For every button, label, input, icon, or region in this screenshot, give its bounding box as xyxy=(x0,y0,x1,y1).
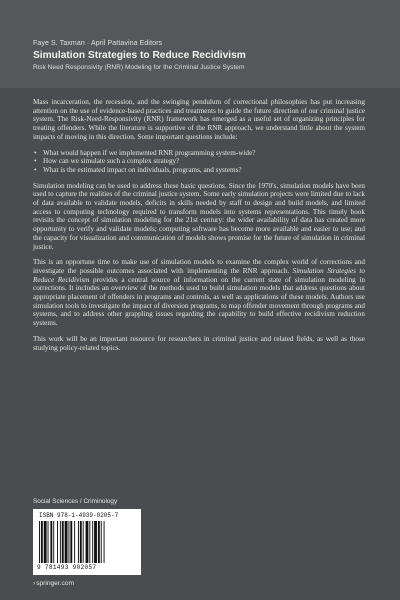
barcode-bar xyxy=(78,521,79,563)
book-title: Simulation Strategies to Reduce Recidivism xyxy=(33,50,246,61)
blurb-paragraph-2: Simulation modeling can be used to address these basic questions. Since the 1970's, simulation models have been used to capture the realities of the criminal justice system. Some early simulation projects were limited due to lack of data available to validate models, deficits in skills needed by staff to design and build models, and limited access to computing technology required to transform models into systems representations. This timely book revisits the concept of simulation modeling for the 21st century: the wider availability of data has created more opportunity to verify and validate models; computing software has become more available and easier to use; and the capacity for visualization and communication of models shows promise for the future of simulation in criminal justice. xyxy=(33,181,365,251)
blurb xyxy=(33,98,365,359)
barcode-bar xyxy=(94,521,97,563)
barcode-bar xyxy=(80,521,82,563)
barcode-bar xyxy=(70,521,72,563)
barcode-bar xyxy=(98,521,100,563)
barcode-bar xyxy=(89,521,90,563)
blurb-paragraph-3-start: This is an opportune time to make use of simulation models to examine the complex world of corrections and investigate the possible outcomes associated with implementing the RNR approach. xyxy=(33,258,365,275)
barcode-bar xyxy=(44,521,47,563)
barcode-bar xyxy=(48,521,49,563)
editors-line: Faye S. Taxman · April Pattavina Editors xyxy=(33,40,163,47)
barcode-bar xyxy=(68,521,69,563)
barcode-bar xyxy=(41,521,43,563)
book-title-italic: Simulation Strategies to Reduce Recidivism xyxy=(33,266,366,284)
subject-category: Social Sciences / Criminology xyxy=(33,498,118,505)
barcode-digits: 9 781493 902057 xyxy=(37,564,97,571)
isbn-number: ISBN 978-1-4939-0205-7 xyxy=(39,512,119,519)
barcode-bar xyxy=(86,521,89,563)
barcode-bar xyxy=(104,521,105,563)
question-list xyxy=(33,149,365,175)
publisher-link[interactable] xyxy=(33,580,74,587)
isbn-barcode xyxy=(33,509,141,575)
question-item: • What would happen if we implemented RNR programming system-wide? xyxy=(43,149,365,158)
blurb-paragraph-3-end: provides a central source of information on the current state of simulation modeling in corrections. It includes an overview of the methods used to build simulation models that address questions about appropriate placement of offenders in programs and controls, as well as applications of these models. Authors use simulation tools to investigate the impact of diversion programs, to map offender movement through programs and systems, and to address other grappling issues regarding the capability to build effective recidivism reduction systems. xyxy=(33,275,365,328)
barcode-bar xyxy=(74,521,75,563)
barcode-bar xyxy=(39,521,40,563)
barcode-bar xyxy=(50,521,52,563)
question-item: • How can we simulate such a complex strategy? xyxy=(43,157,365,166)
book-subtitle: Risk Need Responsivity (RNR) Modeling for the Criminal Justice System xyxy=(33,64,245,71)
barcode-bar xyxy=(101,521,102,563)
barcode-bars xyxy=(39,521,135,563)
barcode-bar xyxy=(62,521,64,563)
blurb-paragraph-1: Mass incarceration, the recession, and the swinging pendulum of correctional philosophies has put increasing attention on the use of evidence-based practices and treatments to guide the future direction of our criminal justice system. The Risk-Need-Responsivity (RNR) framework has emerged as a useful set of organizing principles for treating offenders. While the literature is supportive of the RNR approach, we understand little about the system impacts of moving in this direction. Some important questions include: xyxy=(33,98,365,141)
barcode-bar xyxy=(57,521,58,563)
blurb-paragraph-3 xyxy=(33,258,365,328)
question-item: • What is the estimated impact on individuals, programs, and systems? xyxy=(43,166,365,175)
barcode-bar xyxy=(53,521,54,563)
barcode-bar xyxy=(83,521,84,563)
blurb-paragraph-4: This work will be an important resource for researchers in criminal justice and related fields, as well as those studying policy-related topics. xyxy=(33,334,365,352)
barcode-bar xyxy=(65,521,68,563)
publisher-link-text: springer.com xyxy=(36,580,74,587)
barcode-bar xyxy=(60,521,61,563)
arrow-icon: › xyxy=(33,580,36,587)
barcode-bar xyxy=(92,521,93,563)
